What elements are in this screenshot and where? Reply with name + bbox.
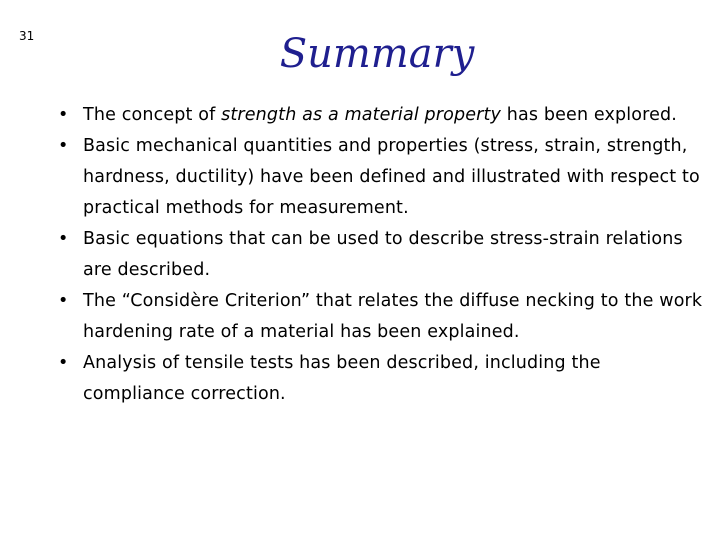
- bullet-text: Basic mechanical quantities and properties (stress, strain, strength, hardness, ductility) have been defined and illustrated with respect to practical methods for measurement.: [83, 136, 700, 218]
- summary-bullet-list: [58, 100, 708, 410]
- bullet-marker: •: [58, 136, 69, 156]
- bullet-text: Basic equations that can be used to describe stress-strain relations are described.: [83, 229, 683, 280]
- bullet-marker: •: [58, 105, 69, 125]
- bullet-text-after: has been explored.: [501, 105, 677, 125]
- slide-title: Summary: [279, 31, 475, 77]
- bullet-text: Analysis of tensile tests has been described, including the compliance correction.: [83, 353, 601, 404]
- bullet-text-before: The concept of: [83, 105, 222, 125]
- bullet-item-tensile-tests: [58, 348, 708, 410]
- slide-number: 31: [19, 29, 35, 43]
- bullet-marker: •: [58, 229, 69, 249]
- bullet-marker: •: [58, 353, 69, 373]
- bullet-marker: •: [58, 291, 69, 311]
- bullet-text-emphasis: strength as a material property: [221, 105, 502, 125]
- bullet-text: The “Considère Criterion” that relates the diffuse necking to the work hardening rate of a material has been explained.: [83, 291, 703, 342]
- bullet-item-considere-criterion: [58, 286, 708, 348]
- bullet-item-basic-equations: [58, 224, 708, 286]
- bullet-item-mechanical-quantities: [58, 131, 708, 224]
- bullet-item-strength-concept: [58, 100, 708, 131]
